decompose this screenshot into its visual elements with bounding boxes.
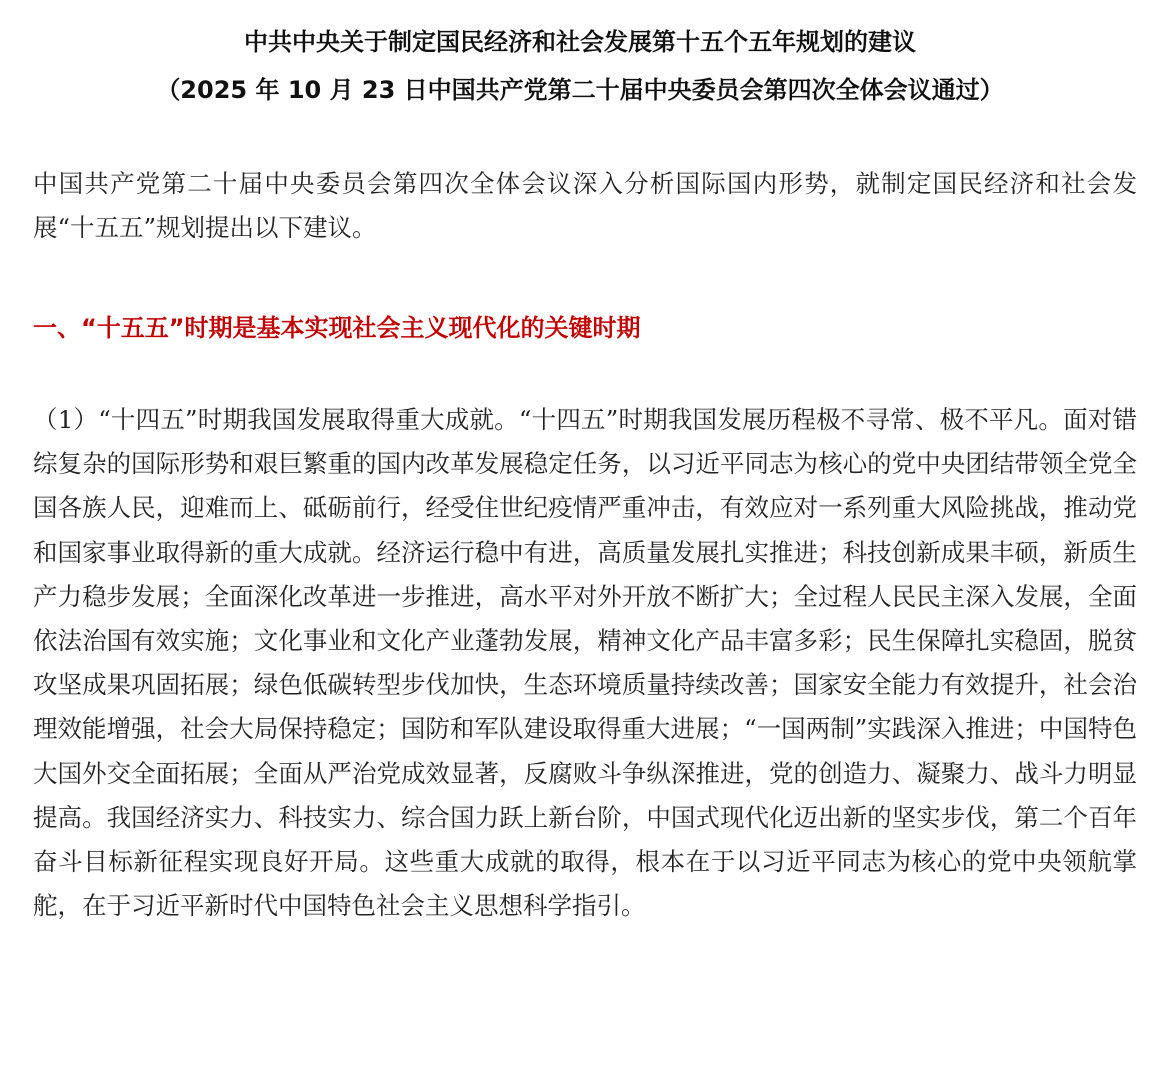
document-title: 中共中央关于制定国民经济和社会发展第十五个五年规划的建议 [244,28,916,56]
body-paragraph-1: （1）“十四五”时期我国发展取得重大成就。“十四五”时期我国发展历程极不寻常、极不平凡。面对错综复杂的国际形势和艰巨繁重的国内改革发展稳定任务，以习近平同志为核心的党中央团结带领全党全国各族人民，迎难而上、砥砺前行，经受住世纪疫情严重冲击，有效应对一系列重大风险挑战，推动党和国家事业取得新的重大成就。经济运行稳中有进，高质量发展扎实推进；科技创新成果丰硕，新质生产力稳步发展；全面深化改革进一步推进，高水平对外开放不断扩大；全过程人民民主深入发展，全面依法治国有效实施；文化事业和文化产业蓬勃发展，精神文化产品丰富多彩；民生保障扎实稳固，脱贫攻坚成果巩固拓展；绿色低碳转型步伐加快，生态环境质量持续改善；国家安全能力有效提升，社会治理效能增强，社会大局保持稳定；国防和军队建设取得重大进展；“一国两制”实践深入推进；中国特色大国外交全面拓展；全面从严治党成效显著，反腐败斗争纵深推进，党的创造力、凝聚力、战斗力明显提高。我国经济实力、科技实力、综合国力跃上新台阶，中国式现代化迈出新的坚实步伐，第二个百年奋斗目标新征程实现良好开局。这些重大成就的取得，根本在于以习近平同志为核心的党中央领航掌舵，在于习近平新时代中国特色社会主义思想科学指引。 [33,405,1137,921]
intro-paragraph: 中国共产党第二十届中央委员会第四次全体会议深入分析国际国内形势，就制定国民经济和社会发展“十五五”规划提出以下建议。 [33,169,1137,243]
section-heading: 一、“十五五”时期是基本实现社会主义现代化的关键时期 [33,314,641,342]
document-subtitle: （2025 年 10 月 23 日中国共产党第二十届中央委员会第四次全体会议通过） [156,76,1004,104]
